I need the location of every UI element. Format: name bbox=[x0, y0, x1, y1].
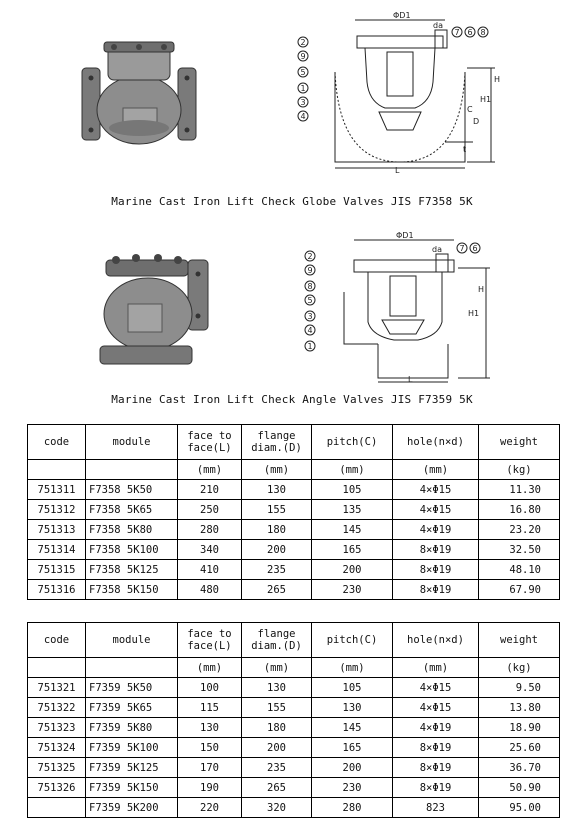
cell-module: F7358 5K65 bbox=[86, 500, 178, 520]
cell-hole: 4×Φ19 bbox=[393, 520, 479, 540]
cell-weight: 18.90 bbox=[479, 718, 560, 738]
cell-weight: 95.00 bbox=[479, 798, 560, 818]
svg-text:L: L bbox=[395, 166, 400, 174]
svg-text:H1: H1 bbox=[468, 309, 480, 318]
cell-module: F7358 5K125 bbox=[86, 560, 178, 580]
table-header-row bbox=[28, 623, 560, 658]
cell-flange: 265 bbox=[242, 778, 312, 798]
cell-flange: 130 bbox=[242, 678, 312, 698]
svg-text:6: 6 bbox=[467, 28, 473, 37]
col-header-code: code bbox=[28, 623, 86, 658]
col-header-module: module bbox=[86, 623, 178, 658]
svg-text:7: 7 bbox=[459, 244, 465, 253]
cell-flange: 265 bbox=[242, 580, 312, 600]
angle-caption: Marine Cast Iron Lift Check Angle Valves JIS F7359 5K bbox=[111, 393, 473, 406]
col-header-flange: flange diam.(D) bbox=[242, 425, 312, 460]
cell-module: F7358 5K80 bbox=[86, 520, 178, 540]
cell-weight: 13.80 bbox=[479, 698, 560, 718]
cell-flange: 155 bbox=[242, 500, 312, 520]
cell-module: F7358 5K100 bbox=[86, 540, 178, 560]
cell-pitch: 200 bbox=[312, 560, 393, 580]
cell-code: 751313 bbox=[28, 520, 86, 540]
units-row: (mm) (mm) (mm) (mm) (kg) bbox=[28, 460, 560, 480]
cell-face: 170 bbox=[178, 758, 242, 778]
table-header-row bbox=[28, 425, 560, 460]
cell-module: F7359 5K125 bbox=[86, 758, 178, 778]
table-row bbox=[28, 480, 560, 500]
cell-flange: 235 bbox=[242, 560, 312, 580]
cell-weight: 32.50 bbox=[479, 540, 560, 560]
globe-valve-drawing bbox=[295, 12, 505, 174]
svg-text:L: L bbox=[408, 375, 413, 384]
cell-flange: 200 bbox=[242, 540, 312, 560]
cell-pitch: 130 bbox=[312, 698, 393, 718]
svg-text:1: 1 bbox=[307, 342, 313, 351]
globe-valve-photo bbox=[78, 38, 200, 150]
cell-code bbox=[28, 798, 86, 818]
cell-hole: 8×Φ19 bbox=[393, 560, 479, 580]
cell-code: 751314 bbox=[28, 540, 86, 560]
table-row bbox=[28, 798, 560, 818]
cell-weight: 11.30 bbox=[479, 480, 560, 500]
svg-text:9: 9 bbox=[307, 266, 313, 275]
col-header-hole: hole(n×d) bbox=[393, 623, 479, 658]
cell-flange: 320 bbox=[242, 798, 312, 818]
cell-hole: 8×Φ19 bbox=[393, 758, 479, 778]
svg-text:3: 3 bbox=[307, 312, 313, 321]
cell-face: 115 bbox=[178, 698, 242, 718]
cell-flange: 200 bbox=[242, 738, 312, 758]
cell-face: 150 bbox=[178, 738, 242, 758]
cell-pitch: 105 bbox=[312, 480, 393, 500]
cell-module: F7359 5K50 bbox=[86, 678, 178, 698]
globe-spec-table bbox=[27, 424, 560, 600]
cell-module: F7359 5K200 bbox=[86, 798, 178, 818]
cell-hole: 4×Φ15 bbox=[393, 500, 479, 520]
table-row bbox=[28, 778, 560, 798]
cell-code: 751312 bbox=[28, 500, 86, 520]
svg-text:ΦD1: ΦD1 bbox=[393, 12, 411, 20]
cell-hole: 8×Φ19 bbox=[393, 738, 479, 758]
cell-hole: 8×Φ19 bbox=[393, 778, 479, 798]
cell-pitch: 145 bbox=[312, 718, 393, 738]
col-header-weight: weight bbox=[479, 425, 560, 460]
table-row bbox=[28, 698, 560, 718]
cell-flange: 180 bbox=[242, 520, 312, 540]
cell-pitch: 230 bbox=[312, 778, 393, 798]
globe-table-body bbox=[28, 480, 560, 600]
svg-text:C: C bbox=[467, 105, 473, 114]
cell-hole: 4×Φ15 bbox=[393, 480, 479, 500]
table-row bbox=[28, 560, 560, 580]
cell-weight: 50.90 bbox=[479, 778, 560, 798]
cell-face: 220 bbox=[178, 798, 242, 818]
table-row bbox=[28, 520, 560, 540]
col-header-face: face to face(L) bbox=[178, 425, 242, 460]
cell-code: 751323 bbox=[28, 718, 86, 738]
svg-text:D: D bbox=[473, 117, 480, 126]
cell-module: F7359 5K80 bbox=[86, 718, 178, 738]
table-row bbox=[28, 738, 560, 758]
cell-weight: 67.90 bbox=[479, 580, 560, 600]
cell-module: F7359 5K65 bbox=[86, 698, 178, 718]
cell-weight: 9.50 bbox=[479, 678, 560, 698]
cell-module: F7359 5K150 bbox=[86, 778, 178, 798]
cell-pitch: 230 bbox=[312, 580, 393, 600]
col-header-weight: weight bbox=[479, 623, 560, 658]
cell-hole: 8×Φ19 bbox=[393, 540, 479, 560]
cell-pitch: 165 bbox=[312, 540, 393, 560]
cell-code: 751321 bbox=[28, 678, 86, 698]
svg-text:H: H bbox=[478, 285, 485, 294]
col-header-face: face to face(L) bbox=[178, 623, 242, 658]
cell-face: 250 bbox=[178, 500, 242, 520]
cell-weight: 36.70 bbox=[479, 758, 560, 778]
svg-text:6: 6 bbox=[472, 244, 478, 253]
col-header-flange: flange diam.(D) bbox=[242, 623, 312, 658]
svg-text:8: 8 bbox=[307, 282, 313, 291]
cell-weight: 16.80 bbox=[479, 500, 560, 520]
table-row bbox=[28, 500, 560, 520]
cell-pitch: 135 bbox=[312, 500, 393, 520]
cell-module: F7358 5K50 bbox=[86, 480, 178, 500]
cell-pitch: 105 bbox=[312, 678, 393, 698]
cell-pitch: 165 bbox=[312, 738, 393, 758]
cell-weight: 48.10 bbox=[479, 560, 560, 580]
cell-code: 751326 bbox=[28, 778, 86, 798]
svg-text:4: 4 bbox=[300, 112, 306, 121]
cell-face: 410 bbox=[178, 560, 242, 580]
cell-face: 480 bbox=[178, 580, 242, 600]
cell-face: 130 bbox=[178, 718, 242, 738]
cell-flange: 235 bbox=[242, 758, 312, 778]
col-header-module: module bbox=[86, 425, 178, 460]
cell-code: 751322 bbox=[28, 698, 86, 718]
globe-caption: Marine Cast Iron Lift Check Globe Valves JIS F7358 5K bbox=[111, 195, 473, 208]
cell-code: 751315 bbox=[28, 560, 86, 580]
svg-text:t: t bbox=[463, 145, 467, 154]
col-header-pitch: pitch(C) bbox=[312, 623, 393, 658]
table-row bbox=[28, 718, 560, 738]
svg-text:7: 7 bbox=[454, 28, 460, 37]
svg-text:8: 8 bbox=[480, 28, 486, 37]
angle-valve-drawing bbox=[298, 232, 498, 384]
cell-pitch: 280 bbox=[312, 798, 393, 818]
cell-code: 751324 bbox=[28, 738, 86, 758]
svg-text:H1: H1 bbox=[480, 95, 492, 104]
col-header-code: code bbox=[28, 425, 86, 460]
svg-text:3: 3 bbox=[300, 98, 306, 107]
cell-module: F7358 5K150 bbox=[86, 580, 178, 600]
col-header-pitch: pitch(C) bbox=[312, 425, 393, 460]
cell-hole: 4×Φ15 bbox=[393, 678, 479, 698]
cell-face: 100 bbox=[178, 678, 242, 698]
cell-code: 751325 bbox=[28, 758, 86, 778]
cell-flange: 155 bbox=[242, 698, 312, 718]
cell-face: 190 bbox=[178, 778, 242, 798]
cell-weight: 25.60 bbox=[479, 738, 560, 758]
units-row: (mm) (mm) (mm) (mm) (kg) bbox=[28, 658, 560, 678]
cell-hole: 8×Φ19 bbox=[393, 580, 479, 600]
globe-callout-2: 2 bbox=[300, 38, 306, 47]
cell-face: 210 bbox=[178, 480, 242, 500]
angle-callout-2: 2 bbox=[307, 252, 313, 261]
col-header-hole: hole(n×d) bbox=[393, 425, 479, 460]
cell-hole: 823 bbox=[393, 798, 479, 818]
angle-valve-photo bbox=[92, 250, 214, 370]
svg-text:9: 9 bbox=[300, 52, 306, 61]
cell-hole: 4×Φ15 bbox=[393, 698, 479, 718]
table-row bbox=[28, 758, 560, 778]
table-row bbox=[28, 678, 560, 698]
cell-face: 340 bbox=[178, 540, 242, 560]
cell-hole: 4×Φ19 bbox=[393, 718, 479, 738]
cell-pitch: 145 bbox=[312, 520, 393, 540]
svg-text:5: 5 bbox=[300, 68, 306, 77]
svg-text:5: 5 bbox=[307, 296, 313, 305]
cell-weight: 23.20 bbox=[479, 520, 560, 540]
cell-flange: 130 bbox=[242, 480, 312, 500]
svg-text:ΦD1: ΦD1 bbox=[396, 232, 414, 240]
svg-text:H: H bbox=[494, 75, 501, 84]
svg-text:da: da bbox=[433, 21, 443, 30]
svg-text:da: da bbox=[432, 245, 442, 254]
svg-text:1: 1 bbox=[300, 84, 306, 93]
angle-spec-table bbox=[27, 622, 560, 818]
cell-flange: 180 bbox=[242, 718, 312, 738]
cell-code: 751316 bbox=[28, 580, 86, 600]
table-row bbox=[28, 580, 560, 600]
cell-face: 280 bbox=[178, 520, 242, 540]
cell-pitch: 200 bbox=[312, 758, 393, 778]
table-row bbox=[28, 540, 560, 560]
angle-table-body bbox=[28, 678, 560, 818]
cell-module: F7359 5K100 bbox=[86, 738, 178, 758]
cell-code: 751311 bbox=[28, 480, 86, 500]
svg-text:4: 4 bbox=[307, 326, 313, 335]
